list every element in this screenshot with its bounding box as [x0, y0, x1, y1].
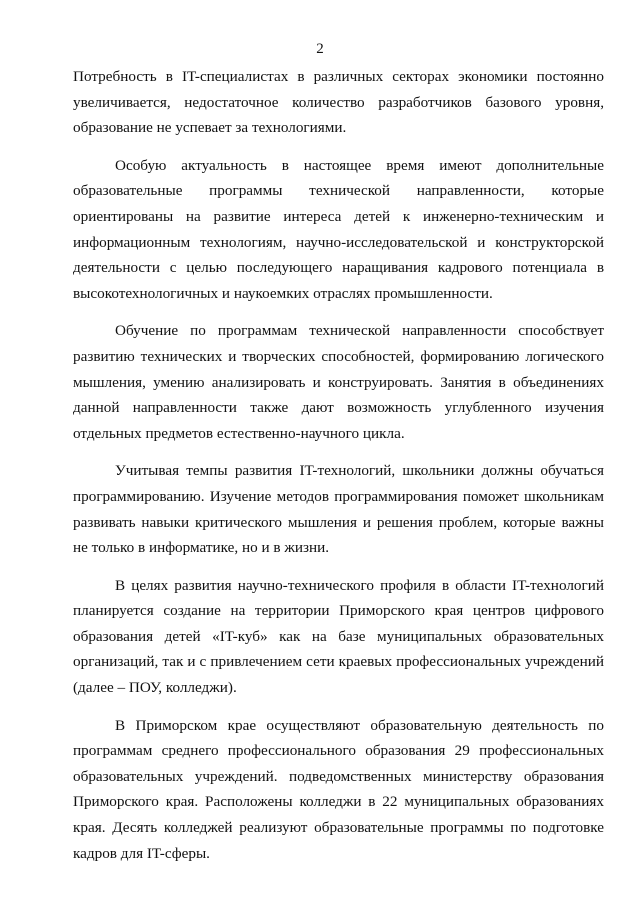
paragraph-programming: Учитывая темпы развития IT-технологий, школьники должны обучаться программированию. Изучение методов программирования поможет школьникам развивать навыки критического мышления и решения проблем, которые важны не только в информатике, но и в жизни. [73, 462, 604, 557]
paragraph-it-demand: Потребность в IT-специалистах в различных секторах экономики постоянно увеличивается, недостаточное количество разработчиков базового уровня, образование не успевает за технологиями. [73, 68, 604, 137]
page-number: 2 [316, 41, 324, 57]
paragraph-additional-programs: Особую актуальность в настоящее время имеют дополнительные образовательные программы технической направленности, которые ориентированы на развитие интереса детей к инженерно-техническим и информационным технологиям, научно-исследовательской и конструкторской деятельности с целью последующего наращивания кадрового потенциала в высокотехнологичных и наукоемких отраслях промышленности. [73, 156, 604, 302]
paragraph-technical-training: Обучение по программам технической направленности способствует развитию технических и творческих способностей, формированию логического мышления, умению анализировать и конструировать. Занятия в объединениях данной направленности также дают возможность углубленного изучения отдельных предметов естественно-научного цикла. [73, 322, 604, 442]
paragraph-colleges: В Приморском крае осуществляют образовательную деятельность по программам среднего профессионального образования 29 профессиональных образовательных учреждений. подведомственных министерству образования Приморского края. Расположены колледжи в 22 муниципальных образованиях края. Десять колледжей реализуют образовательные программы по подготовке кадров для IT-сферы. [73, 716, 604, 862]
document-body [73, 64, 604, 878]
paragraph-it-cube: В целях развития научно-технического профиля в области IT-технологий планируется создание на территории Приморского края центров цифрового образования детей «IT-куб» как на базе муниципальных образовательных организаций, так и с привлечением сети краевых профессиональных учреждений (далее – ПОУ, колледжи). [73, 576, 604, 697]
